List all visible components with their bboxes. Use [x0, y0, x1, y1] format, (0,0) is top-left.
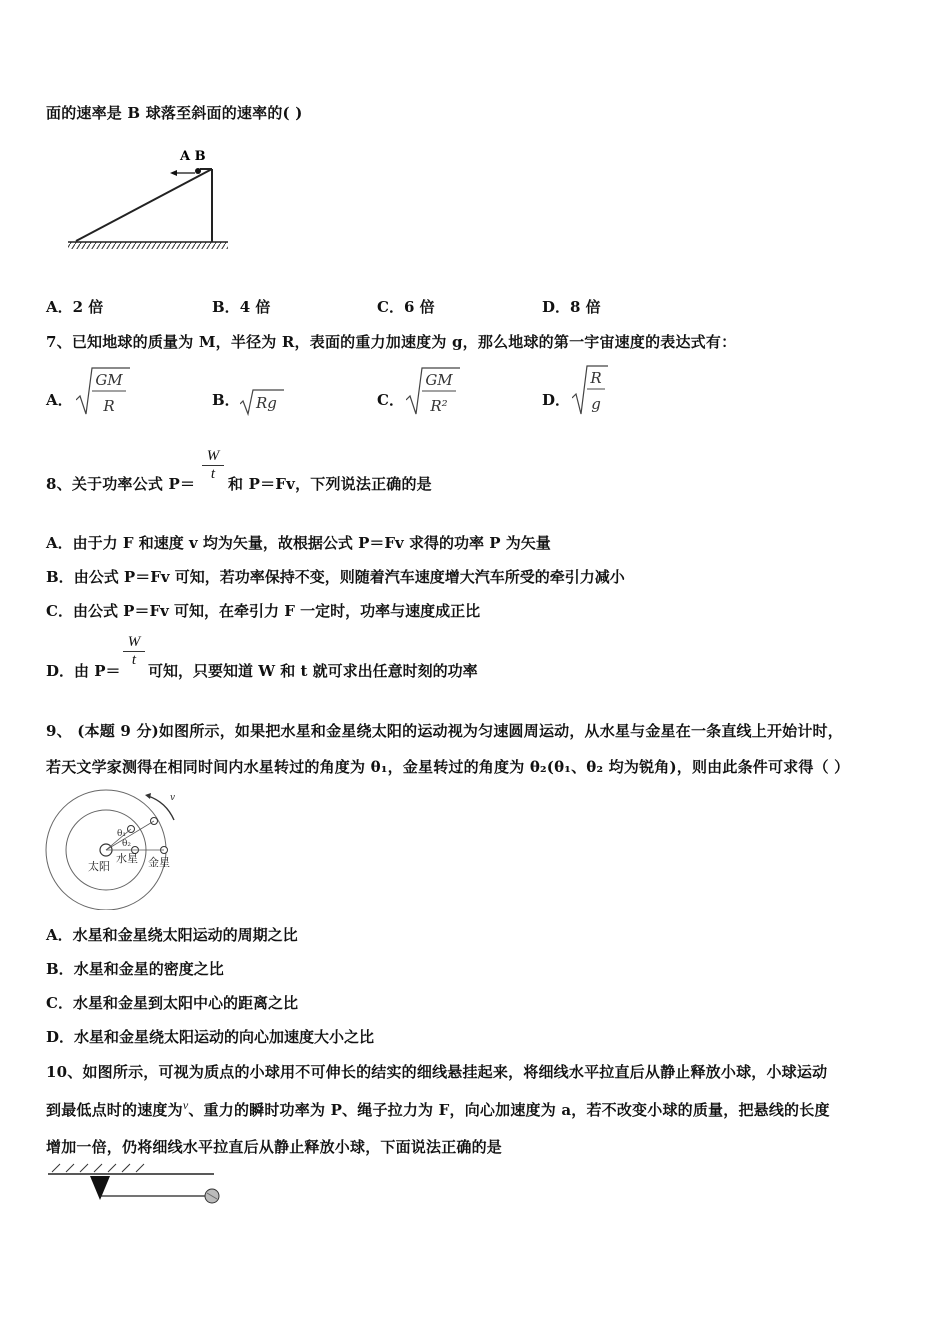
q8-option-d-post: 可知，只要知道 W 和 t 就可求出任意时刻的功率	[148, 662, 478, 680]
ceiling-hatch	[52, 1164, 144, 1172]
q7-option-d-label: D．	[542, 391, 571, 409]
q8-d-frac-num: W	[127, 634, 141, 650]
q8-stem-post: 和 P＝Fv，下列说法正确的是	[228, 475, 432, 493]
theta1-label: θ₁	[117, 829, 127, 839]
q7-option-b-label: B．	[212, 391, 240, 409]
q7-stem: 7、已知地球的质量为 M，半径为 R，表面的重力加速度为 g，那么地球的第一宇宙速度的表达式有：	[46, 333, 737, 351]
sqrt-sign-b	[240, 388, 284, 416]
q7-c-den: R²	[430, 397, 448, 415]
orbit-figure	[44, 786, 194, 910]
q9-option-b: B．水星和金星的密度之比	[46, 960, 224, 978]
q8-option-b: B．由公式 P＝Fv 可知，若功率保持不变，则随着汽车速度增大汽车所受的牵引力减小	[46, 568, 625, 586]
ab-label: A B	[180, 149, 206, 164]
q6-option-b: B．4 倍	[212, 298, 271, 316]
theta2-label: θ₂	[122, 839, 132, 849]
q8-option-d-fraction	[123, 634, 145, 669]
q8-fraction	[202, 448, 224, 483]
q10-stem-line3: 增加一倍，仍将细线水平拉直后从静止释放小球，下面说法正确的是	[46, 1138, 503, 1156]
q6-option-a: A．2 倍	[46, 298, 104, 316]
arrow-head	[170, 170, 177, 176]
velocity-symbol: v	[182, 1098, 189, 1112]
q7-b-expr: Rg	[256, 394, 277, 412]
q9-stem-line2: 若天文学家测得在相同时间内水星转过的角度为 θ₁，金星转过的角度为 θ₂(θ₁、θ₂ 均为锐角)，则由此条件可求得（ ）	[46, 758, 850, 776]
sqrt-sign-c	[406, 366, 460, 418]
q7-d-den: g	[591, 395, 601, 413]
q10-stem-line2: 到最低点时的速度为$^v$、重力的瞬时功率为 P、绳子拉力为 F，向心加速度为 a，若不改变小球的质量，把悬线的长度	[46, 1098, 830, 1119]
q6-option-d: D．8 倍	[542, 298, 601, 316]
q8-d-frac-den: t	[123, 651, 145, 669]
sqrt-sign-d	[572, 364, 608, 418]
q9-option-d: D．水星和金星绕太阳运动的向心加速度大小之比	[46, 1028, 375, 1046]
pendulum-figure	[44, 1160, 229, 1210]
q7-option-a-label: A．	[46, 391, 73, 409]
q6-stem-tail: 面的速率是 B 球落至斜面的速率的( )	[46, 104, 303, 122]
q8-frac-num: W	[206, 448, 220, 464]
ground-hatch	[68, 242, 228, 249]
ball-b	[195, 168, 201, 174]
sun-label: 太阳	[88, 860, 110, 873]
q7-a-num: GM	[95, 371, 123, 389]
mercury-label: 水星	[116, 852, 138, 865]
q8-frac-den: t	[202, 465, 224, 483]
q8-option-d: D．由 P＝	[46, 662, 121, 680]
q6-option-c: C．6 倍	[377, 298, 435, 316]
q8-stem-pre: 8、关于功率公式 P＝	[46, 475, 196, 493]
q7-c-num: GM	[425, 371, 453, 389]
q7-a-den: R	[103, 397, 115, 415]
q7-d-num: R	[590, 369, 602, 387]
v-label: v	[170, 793, 176, 803]
q9-stem-line1: 9、 (本题 9 分)如图所示，如果把水星和金星绕太阳的运动视为匀速圆周运动，从水星与金星在一条直线上开始计时，	[46, 722, 843, 740]
q9-option-a: A．水星和金星绕太阳运动的周期之比	[46, 926, 298, 944]
q8-option-c: C．由公式 P＝Fv 可知，在牵引力 F 一定时，功率与速度成正比	[46, 602, 481, 620]
incline-figure	[60, 140, 240, 250]
q8-option-a: A．由于力 F 和速度 v 均为矢量，故根据公式 P＝Fv 求得的功率 P 为矢量	[46, 534, 551, 552]
venus-label: 金星	[148, 856, 170, 869]
q7-option-c-label: C．	[377, 391, 404, 409]
q9-option-c: C．水星和金星到太阳中心的距离之比	[46, 994, 298, 1012]
q10-stem-line1: 10、如图所示，可视为质点的小球用不可伸长的结实的细线悬挂起来，将细线水平拉直后从静止释放小球，小球运动	[46, 1063, 828, 1081]
sqrt-sign-a	[76, 366, 130, 418]
incline-surface	[76, 169, 212, 241]
